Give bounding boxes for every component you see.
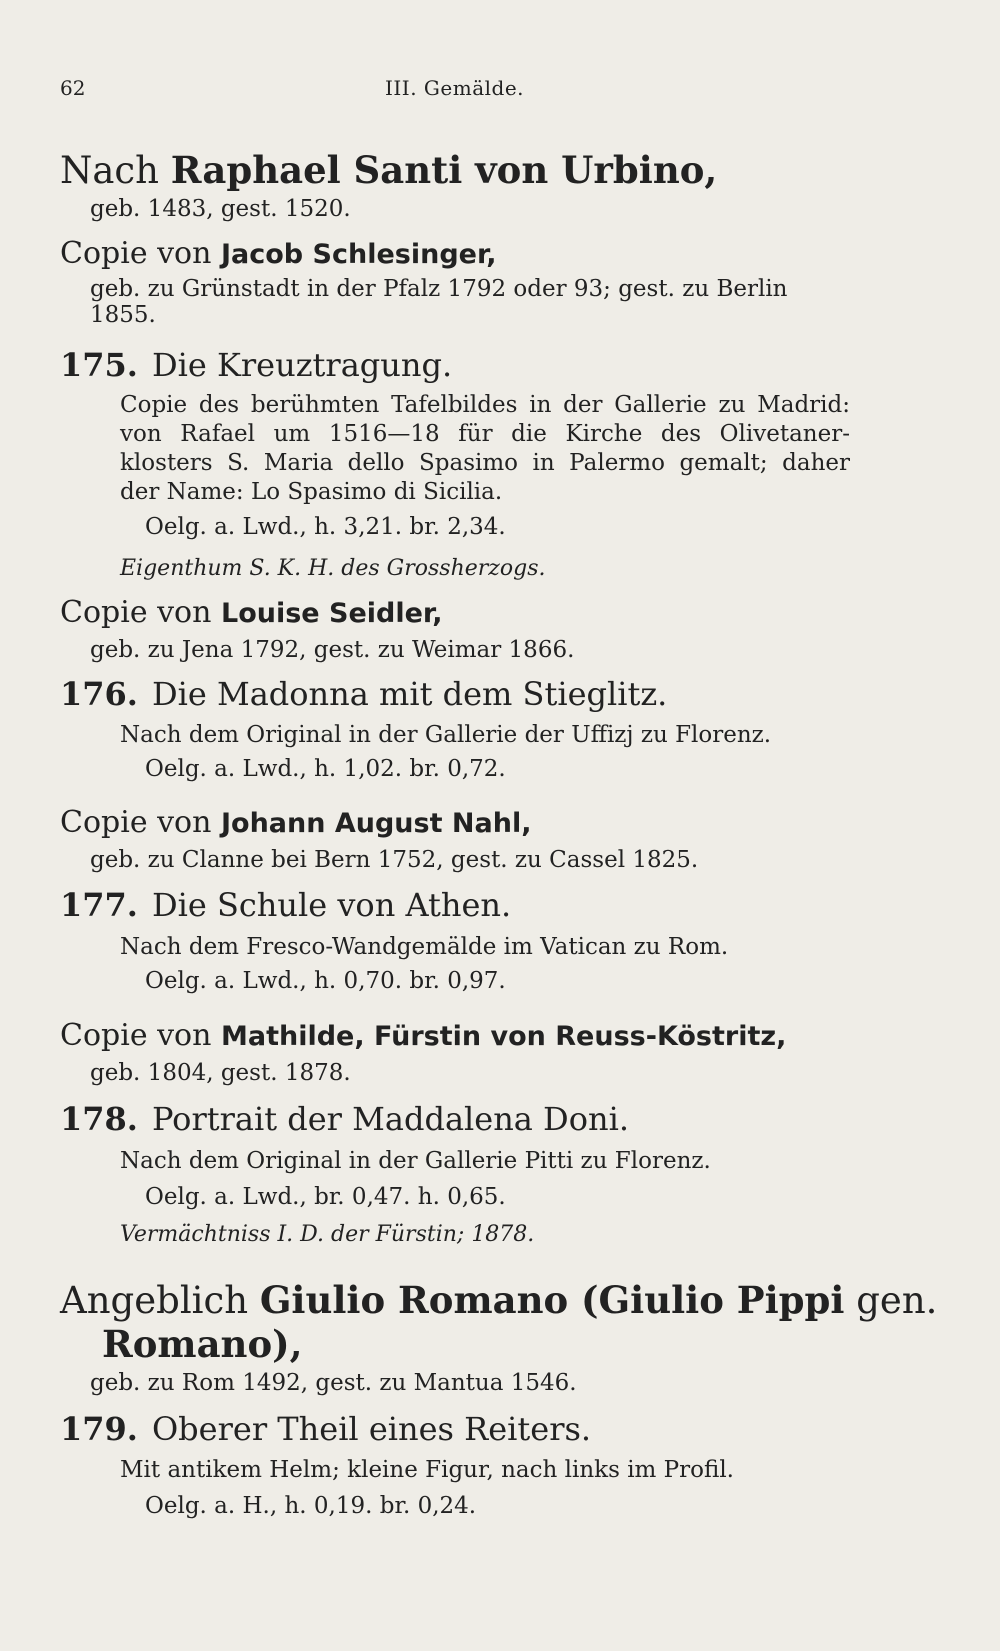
entry-description: Mit antikem Helm; kleine Figur, nach links im Profil. [120, 1457, 734, 1483]
entry-title: Die Schule von Athen. [151, 886, 512, 924]
entry-number: 178. [60, 1100, 138, 1138]
running-header [60, 76, 940, 108]
artist-name: Giulio Romano (Giulio Pippi [259, 1278, 845, 1322]
artist-bio: geb. zu Rom 1492, gest. zu Mantua 1546. [90, 1370, 577, 1396]
catalog-entry-175 [60, 346, 452, 384]
copyist-bio: geb. 1804, gest. 1878. [90, 1060, 351, 1086]
copyist-heading-nahl [60, 805, 531, 840]
artist-name: Raphael Santi von Urbino, [170, 148, 718, 192]
artist-heading-raphael [60, 148, 717, 192]
copyist-heading-seidler [60, 595, 443, 630]
entry-title: Portrait der Maddalena Doni. [151, 1100, 629, 1138]
artist-heading-continued [102, 1322, 303, 1366]
copyist-heading-schlesinger [60, 236, 497, 271]
heading-prefix: Copie von [60, 805, 212, 840]
entry-description: Nach dem Original in der Gallerie Pitti zu Florenz. [120, 1148, 711, 1174]
entry-technique: Oelg. a. Lwd., br. 0,47. h. 0,65. [145, 1184, 506, 1210]
catalog-entry-176 [60, 675, 667, 713]
copyist-bio-line: geb. zu Grünstadt in der Pfalz 1792 oder 93; gest. zu Berlin [90, 276, 788, 302]
running-title: III. Gemälde. [385, 76, 525, 100]
heading-prefix: Nach [60, 149, 159, 192]
artist-bio: geb. 1483, gest. 1520. [90, 196, 351, 222]
entry-title: Oberer Theil eines Reiters. [151, 1410, 592, 1448]
heading-prefix: Angeblich [60, 1279, 249, 1322]
copyist-bio-line: 1855. [90, 302, 156, 328]
entry-description-line: Copie des berühmten Tafelbildes in der Gallerie zu Madrid: [120, 392, 850, 418]
copyist-name: Johann August Nahl, [220, 808, 532, 839]
entry-description-line: von Rafael um 1516—18 für die Kirche des Olivetaner- [120, 421, 850, 447]
catalog-entry-179 [60, 1410, 591, 1448]
heading-suffix: gen. [856, 1279, 938, 1322]
page-number: 62 [60, 76, 86, 100]
copyist-heading-mathilde [60, 1018, 786, 1053]
catalog-entry-178 [60, 1100, 629, 1138]
heading-prefix: Copie von [60, 595, 212, 630]
artist-name: Romano), [102, 1322, 303, 1366]
entry-number: 175. [60, 346, 138, 384]
artist-heading-giulio-romano [60, 1278, 937, 1322]
heading-prefix: Copie von [60, 236, 212, 271]
entry-technique: Oelg. a. H., h. 0,19. br. 0,24. [145, 1493, 477, 1519]
entry-number: 177. [60, 886, 138, 924]
entry-title: Die Madonna mit dem Stieglitz. [151, 675, 668, 713]
copyist-name: Jacob Schlesinger, [220, 239, 497, 270]
entry-technique: Oelg. a. Lwd., h. 0,70. br. 0,97. [145, 968, 506, 994]
entry-provenance: Vermächtniss I. D. der Fürstin; 1878. [120, 1222, 535, 1247]
entry-provenance: Eigenthum S. K. H. des Grossherzogs. [120, 556, 546, 581]
entry-description: Nach dem Fresco-Wandgemälde im Vatican zu Rom. [120, 934, 729, 960]
entry-description-line: der Name: Lo Spasimo di Sicilia. [120, 479, 503, 505]
entry-description: Nach dem Original in der Gallerie der Uffizj zu Florenz. [120, 722, 772, 748]
entry-number: 176. [60, 675, 138, 713]
heading-prefix: Copie von [60, 1018, 212, 1053]
copyist-name: Louise Seidler, [220, 598, 443, 629]
copyist-name: Mathilde, Fürstin von Reuss-Köstritz, [220, 1021, 787, 1052]
catalog-entry-177 [60, 886, 511, 924]
entry-technique: Oelg. a. Lwd., h. 3,21. br. 2,34. [145, 514, 506, 540]
entry-title: Die Kreuztragung. [151, 346, 453, 384]
entry-description-line: klosters S. Maria dello Spasimo in Palermo gemalt; daher [120, 450, 850, 476]
copyist-bio: geb. zu Jena 1792, gest. zu Weimar 1866. [90, 637, 575, 663]
copyist-bio: geb. zu Clanne bei Bern 1752, gest. zu Cassel 1825. [90, 847, 699, 873]
entry-number: 179. [60, 1410, 138, 1448]
entry-technique: Oelg. a. Lwd., h. 1,02. br. 0,72. [145, 756, 506, 782]
